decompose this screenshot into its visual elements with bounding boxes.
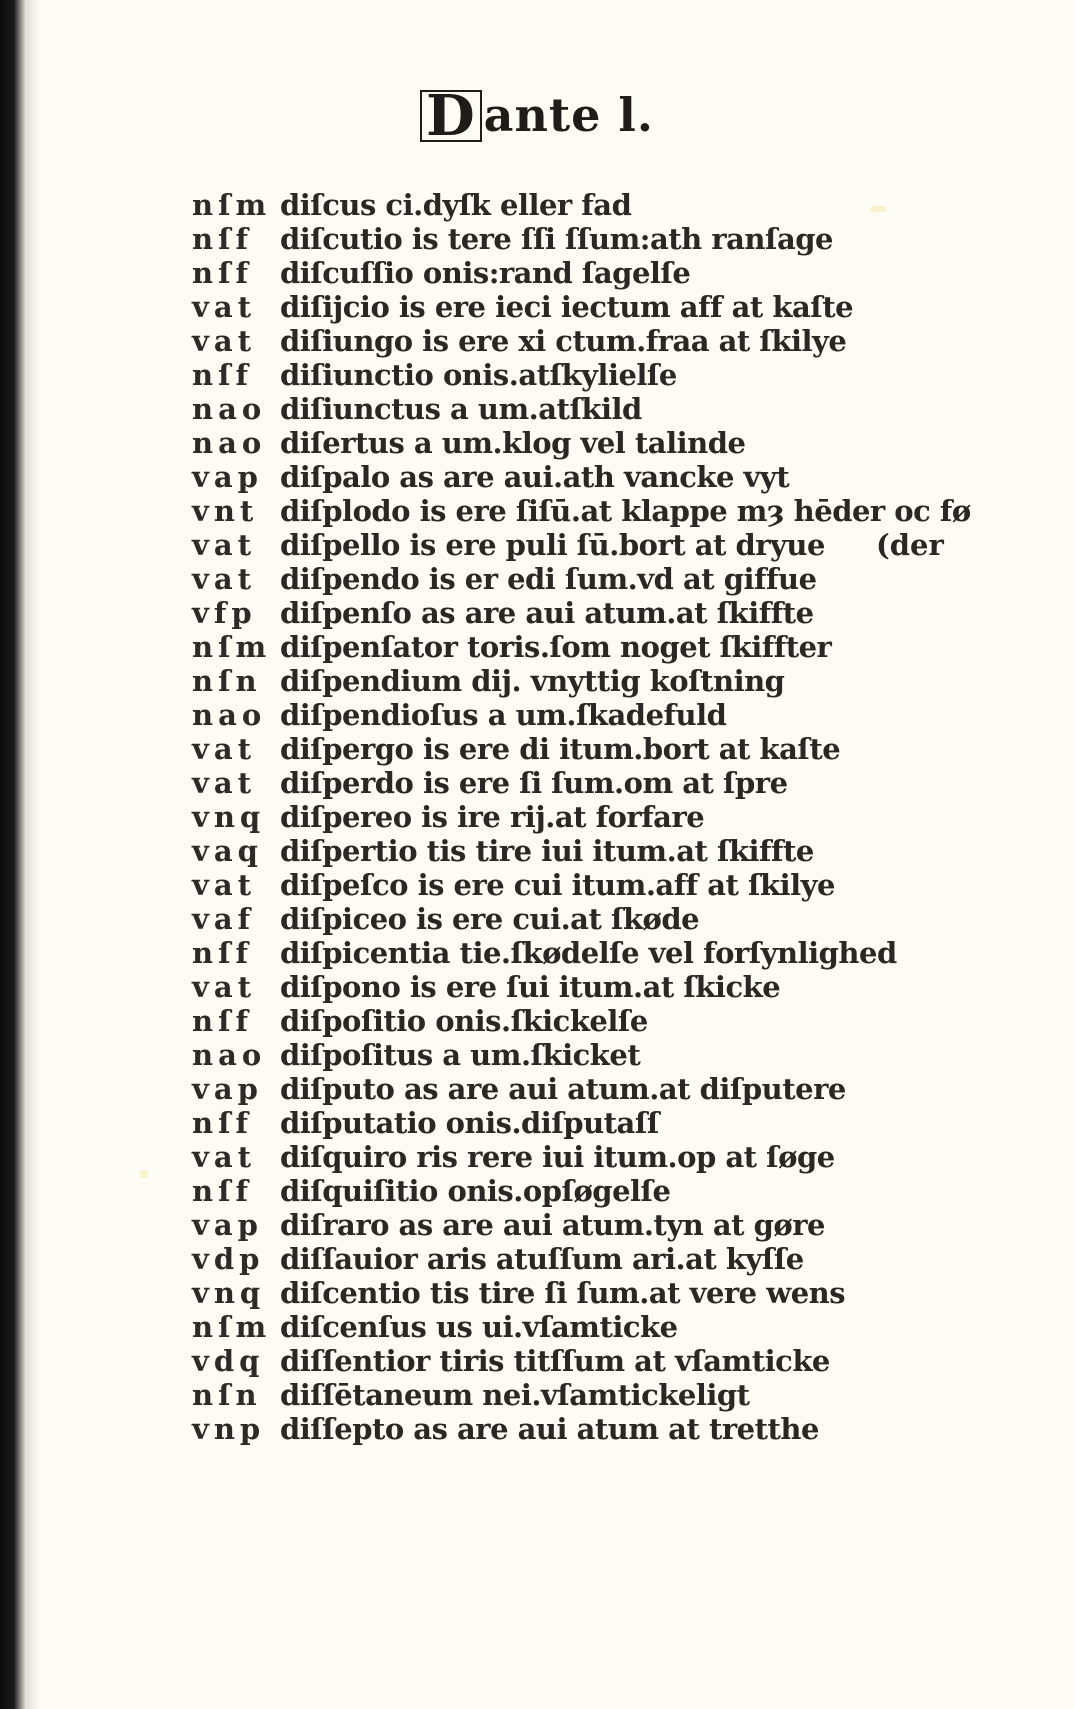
dictionary-entry bbox=[192, 1208, 972, 1242]
entry-text: diſcenſus us ui.vſamticke bbox=[280, 1310, 678, 1344]
entry-grammar-code: vaq bbox=[192, 834, 263, 868]
entry-text: diſpendioſus a um.ſkadefuld bbox=[280, 698, 727, 732]
dictionary-entry bbox=[192, 1174, 972, 1208]
dictionary-entry bbox=[192, 800, 972, 834]
entry-text: diſſepto as are aui atum at tretthe bbox=[280, 1412, 819, 1446]
entry-text: diſpicentia tie.ſkødelſe vel forſynlighed bbox=[280, 936, 897, 970]
entry-grammar-code: nſf bbox=[192, 1004, 254, 1038]
entry-text: diſpoſitus a um.ſkicket bbox=[280, 1038, 641, 1072]
entry-text: diſpoſitio onis.ſkickelſe bbox=[280, 1004, 648, 1038]
entry-grammar-code: vat bbox=[192, 290, 257, 324]
entry-grammar-code: vnq bbox=[192, 800, 266, 834]
entry-grammar-code: nſn bbox=[192, 1378, 262, 1412]
dictionary-entry bbox=[192, 630, 972, 664]
dictionary-entry bbox=[192, 1310, 972, 1344]
entry-text: diſpiceo is ere cui.at ſkøde bbox=[280, 902, 700, 936]
dictionary-entry bbox=[192, 1242, 972, 1276]
dictionary-entry bbox=[192, 1344, 972, 1378]
dictionary-entry bbox=[192, 392, 972, 426]
dictionary-entry bbox=[192, 936, 972, 970]
entry-grammar-code: nſm bbox=[192, 1310, 272, 1344]
dictionary-entry bbox=[192, 1412, 972, 1446]
dictionary-entry bbox=[192, 1004, 972, 1038]
dictionary-entry bbox=[192, 1038, 972, 1072]
dictionary-entry bbox=[192, 1276, 972, 1310]
entry-grammar-code: nſm bbox=[192, 630, 272, 664]
entry-text: diſiunctus a um.atſkild bbox=[280, 392, 642, 426]
dictionary-entry bbox=[192, 698, 972, 732]
entry-text: diſcus ci.dyſk eller fad bbox=[280, 188, 632, 222]
page-header bbox=[0, 83, 1074, 149]
page-binding-shadow bbox=[26, 0, 40, 1709]
entry-text: diſertus a um.klog vel talinde bbox=[280, 426, 746, 460]
entry-grammar-code: vat bbox=[192, 528, 257, 562]
entry-grammar-code: vap bbox=[192, 1072, 263, 1106]
entry-text: diſpeſco is ere cui itum.aff at ſkilye bbox=[280, 868, 835, 902]
dictionary-entry bbox=[192, 256, 972, 290]
dictionary-entry bbox=[192, 970, 972, 1004]
entry-grammar-code: vdp bbox=[192, 1242, 265, 1276]
dictionary-entry bbox=[192, 1072, 972, 1106]
entry-text: diſpono is ere ſui itum.at ſkicke bbox=[280, 970, 781, 1004]
paper-speck bbox=[870, 206, 886, 212]
entry-grammar-code: nao bbox=[192, 1038, 267, 1072]
entry-grammar-code: nſf bbox=[192, 1106, 254, 1140]
entry-grammar-code: nſf bbox=[192, 1174, 254, 1208]
entry-text: diſputatio onis.diſputaſſ bbox=[280, 1106, 659, 1140]
entry-grammar-code: nao bbox=[192, 426, 267, 460]
entry-text: diſperdo is ere ſi ſum.om at ſpre bbox=[280, 766, 788, 800]
entry-grammar-code: vat bbox=[192, 868, 257, 902]
entry-grammar-code: nao bbox=[192, 698, 267, 732]
entry-grammar-code: vat bbox=[192, 1140, 257, 1174]
dictionary-entry bbox=[192, 596, 972, 630]
dictionary-entry bbox=[192, 324, 972, 358]
line-continuation: (der bbox=[876, 528, 944, 562]
entry-text: diſpereo is ire rij.at forfare bbox=[280, 800, 705, 834]
dictionary-entry bbox=[192, 426, 972, 460]
entry-grammar-code: nſf bbox=[192, 222, 254, 256]
entry-grammar-code: vat bbox=[192, 970, 257, 1004]
entry-text: diſpergo is ere di itum.bort at kaſte bbox=[280, 732, 841, 766]
entry-grammar-code: vap bbox=[192, 1208, 263, 1242]
entry-grammar-code: vat bbox=[192, 766, 257, 800]
dictionary-entry bbox=[192, 188, 972, 222]
entry-text: diſpertio tis tire iui itum.at ſkiffte bbox=[280, 834, 814, 868]
entry-grammar-code: vnq bbox=[192, 1276, 266, 1310]
dictionary-entry bbox=[192, 222, 972, 256]
entry-grammar-code: vap bbox=[192, 460, 263, 494]
paper-speck bbox=[140, 1170, 148, 1178]
entry-text: diſijcio is ere ieci iectum aff at kaſte bbox=[280, 290, 854, 324]
entry-text: diſcuſſio onis:rand ſagelſe bbox=[280, 256, 691, 290]
entry-grammar-code: vdq bbox=[192, 1344, 265, 1378]
entry-text: diſſētaneum nei.vſamtickeligt bbox=[280, 1378, 750, 1412]
dictionary-entry bbox=[192, 732, 972, 766]
entry-grammar-code: vat bbox=[192, 562, 257, 596]
page-binding-edge bbox=[0, 0, 26, 1709]
entry-text: diſpello is ere puli ſū.bort at dryue bbox=[280, 528, 825, 562]
dictionary-entry bbox=[192, 528, 972, 562]
entry-grammar-code: vat bbox=[192, 324, 257, 358]
entry-text: diſpendo is er edi ſum.vd at giffue bbox=[280, 562, 817, 596]
dictionary-entry bbox=[192, 902, 972, 936]
dictionary-entry bbox=[192, 358, 972, 392]
entry-grammar-code: nſn bbox=[192, 664, 262, 698]
entry-text: diſraro as are aui atum.tyn at gøre bbox=[280, 1208, 825, 1242]
entry-text: diſputo as are aui atum.at diſputere bbox=[280, 1072, 846, 1106]
header-initial: D bbox=[420, 90, 482, 142]
entry-text: diſiungo is ere xi ctum.fraa at ſkilye bbox=[280, 324, 847, 358]
entry-grammar-code: vfp bbox=[192, 596, 257, 630]
dictionary-entry bbox=[192, 664, 972, 698]
header-rest: ante l. bbox=[483, 88, 654, 142]
entry-text: diſpenſator toris.ſom noget ſkiffter bbox=[280, 630, 832, 664]
dictionary-entry bbox=[192, 290, 972, 324]
dictionary-entry bbox=[192, 562, 972, 596]
entry-text: diſplodo is ere ſiſū.at klappe mȝ hēder oc fø bbox=[280, 494, 971, 528]
entry-text: diſquiro ris rere iui itum.op at ſøge bbox=[280, 1140, 835, 1174]
entry-text: diſpenſo as are aui atum.at ſkiffte bbox=[280, 596, 814, 630]
dictionary-entries bbox=[192, 188, 972, 1446]
entry-grammar-code: vnp bbox=[192, 1412, 266, 1446]
entry-grammar-code: vnt bbox=[192, 494, 259, 528]
entry-text: diſcutio is tere ſſi ſſum:ath ranſage bbox=[280, 222, 833, 256]
entry-grammar-code: nao bbox=[192, 392, 267, 426]
entry-grammar-code: nſf bbox=[192, 936, 254, 970]
entry-text: diſſentior tiris titſſum at vſamticke bbox=[280, 1344, 830, 1378]
entry-grammar-code: nſf bbox=[192, 358, 254, 392]
entry-grammar-code: nſm bbox=[192, 188, 272, 222]
entry-text: diſpendium dij. vnyttig koſtning bbox=[280, 664, 785, 698]
entry-text: diſcentio tis tire ſi ſum.at vere wens bbox=[280, 1276, 846, 1310]
dictionary-entry bbox=[192, 766, 972, 800]
entry-grammar-code: vaf bbox=[192, 902, 256, 936]
dictionary-entry bbox=[192, 1106, 972, 1140]
entry-text: diſquiſitio onis.opſøgelſe bbox=[280, 1174, 671, 1208]
entry-text: diſiunctio onis.atſkylielſe bbox=[280, 358, 677, 392]
dictionary-entry bbox=[192, 868, 972, 902]
dictionary-entry bbox=[192, 494, 972, 528]
dictionary-entry bbox=[192, 1140, 972, 1174]
entry-text: diſpalo as are aui.ath vancke vyt bbox=[280, 460, 790, 494]
dictionary-entry bbox=[192, 1378, 972, 1412]
dictionary-entry bbox=[192, 834, 972, 868]
entry-grammar-code: nſf bbox=[192, 256, 254, 290]
dictionary-entry bbox=[192, 460, 972, 494]
entry-text: diſſauior aris atuſſum ari.at kyſſe bbox=[280, 1242, 804, 1276]
entry-grammar-code: vat bbox=[192, 732, 257, 766]
